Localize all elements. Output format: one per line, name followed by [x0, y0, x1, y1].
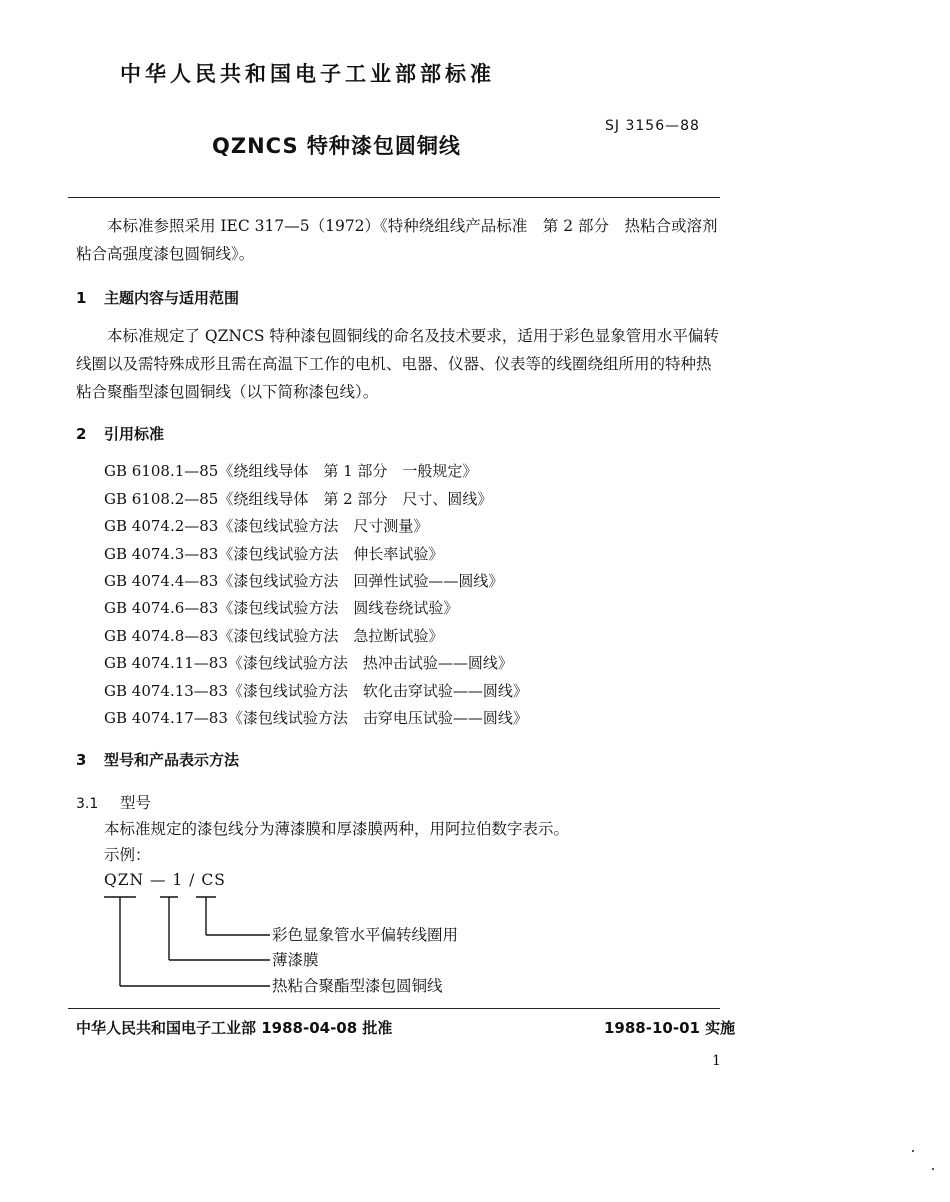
section-2-number: 2: [76, 425, 87, 443]
reference-item: GB 4074.3—83《漆包线试验方法 伸长率试验》: [104, 545, 444, 563]
reference-item: GB 4074.8—83《漆包线试验方法 急拉断试验》: [104, 627, 444, 645]
section-3-heading: [76, 749, 239, 770]
intro-paragraph: 本标准参照采用 IEC 317—5（1972）《特种绕组线产品标准 第 2 部分 热粘合或溶剂粘合高强度漆包圆铜线》。: [76, 217, 718, 263]
reference-item: GB 4074.6—83《漆包线试验方法 圆线卷绕试验》: [104, 599, 459, 617]
subsection-3-1-number: 3.1: [76, 796, 99, 812]
scan-speck: [912, 1150, 914, 1152]
example-code: QZN — 1 / CS: [104, 871, 226, 889]
subsection-3-1-heading: [76, 791, 151, 813]
example-label: 示例：: [104, 846, 151, 864]
section-1-number: 1: [76, 289, 87, 307]
issuer-title: 中华人民共和国电子工业部部标准: [120, 62, 495, 86]
reference-item: GB 4074.2—83《漆包线试验方法 尺寸测量》: [104, 517, 429, 535]
legend-item: 彩色显象管水平偏转线圈用: [272, 926, 459, 944]
section-1-heading: [76, 287, 239, 308]
scan-speck: [932, 1168, 934, 1170]
reference-item: GB 4074.17—83《漆包线试验方法 击穿电压试验——圆线》: [104, 709, 528, 727]
reference-item: GB 6108.1—85《绕组线导体 第 1 部分 一般规定》: [104, 462, 478, 480]
reference-item: GB 4074.4—83《漆包线试验方法 回弹性试验——圆线》: [104, 572, 504, 590]
legend-item: 热粘合聚酯型漆包圆铜线: [272, 977, 443, 995]
section-2-heading: [76, 423, 164, 444]
approval-line: 中华人民共和国电子工业部 1988-04-08 批准: [76, 1019, 393, 1037]
header-rule: [68, 197, 720, 198]
page-number: 1: [712, 1053, 721, 1069]
footer-rule: [68, 1008, 720, 1009]
section-3-title: 型号和产品表示方法: [104, 751, 240, 769]
section-2-title: 引用标准: [104, 425, 165, 443]
model-designation-diagram: [100, 868, 520, 1004]
section-3-paragraph: 本标准规定的漆包线分为薄漆膜和厚漆膜两种，用阿拉伯数字表示。: [104, 820, 570, 838]
section-3-number: 3: [76, 751, 87, 769]
reference-item: GB 6108.2—85《绕组线导体 第 2 部分 尺寸、圆线》: [104, 490, 493, 508]
reference-item: GB 4074.13—83《漆包线试验方法 软化击穿试验——圆线》: [104, 682, 528, 700]
section-1-paragraph: 本标准规定了 QZNCS 特种漆包圆铜线的命名及技术要求，适用于彩色显象管用水平偏转线圈以及需特殊成形且需在高温下工作的电机、电器、仪器、仪表等的线圈绕组所用的特种热粘合聚酯型漆包圆铜线（以下简称漆包线）。: [76, 327, 719, 401]
section-1-title: 主题内容与适用范围: [104, 289, 240, 307]
standard-code: SJ 3156—88: [605, 118, 700, 134]
legend-item: 薄漆膜: [272, 951, 319, 969]
subsection-3-1-title: 型号: [120, 794, 152, 812]
effective-date: 1988-10-01 实施: [604, 1019, 736, 1037]
document-title: QZNCS 特种漆包圆铜线: [212, 134, 461, 158]
reference-item: GB 4074.11—83《漆包线试验方法 热冲击试验——圆线》: [104, 654, 513, 672]
